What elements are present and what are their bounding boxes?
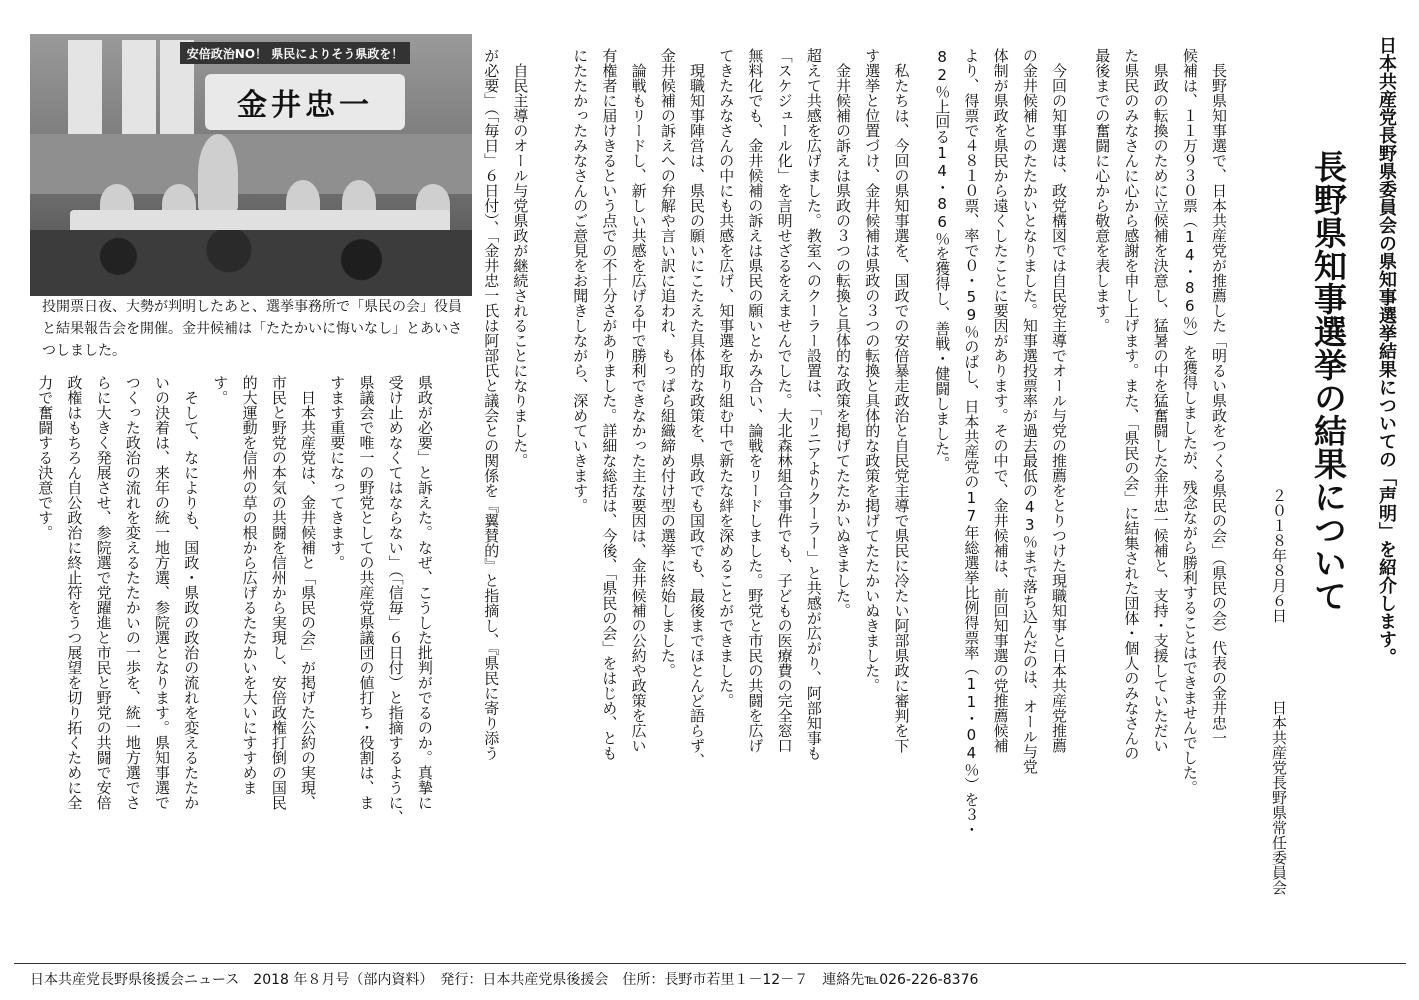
body-line: 82％上回る14・86％を獲得し、善戦・健闘しました。: [933, 48, 952, 471]
body-line: 今回の知事選は、政党構図では自民党主導でオール与党の推薦をとりつけた現職知事と日本共産党推薦: [1050, 48, 1069, 753]
photo-banner: 安倍政治NO！ 県民によりそう県政を！: [180, 42, 410, 64]
body-line: 受け止めなくてはならない」（「信毎」６日付）と指摘するように、: [386, 375, 405, 825]
candidate-sign: 金井忠一: [205, 74, 405, 130]
body-line: 超えて共感を広げました。教室へのクーラー設置は、「リニアよりクーラー」と共感が広がり、阿部知事も: [804, 48, 823, 761]
body-line: す。: [211, 375, 230, 405]
body-line: つくった政治の流れを変えるたたかいの一歩を、統一地方選でさ: [123, 375, 142, 810]
body-line: 力で奮闘する決意です。: [36, 375, 55, 540]
body-line: 県議会で唯一の野党としての共産党県議団の値打ち・役割は、ま: [357, 375, 376, 810]
body-line: が必要」（「毎日」６日付）、「金井忠一氏は阿部氏と議会との関係を『翼賛的』と指摘し、『県民に寄り添う: [482, 48, 501, 761]
body-line: 金井候補の訴えへの弁解や言い訳に追われ、もっぱら組織締め付け型の選挙に終始しました。: [658, 48, 677, 678]
body-column-2: [927, 48, 1073, 948]
photo-wall: [30, 134, 472, 194]
body-line: の金井候補とのたたかいとなりました。知事選投票率が過去最低の43％まで落ち込んだのは、オール与党: [1020, 48, 1039, 774]
body-line: 的大運動を信州の草の根から広げるたたかいを大いにすすめま: [240, 375, 259, 795]
photo-caption: 投開票日夜、大勢が判明したあと、選挙事務所で「県民の会」役員と結果報告会を開催。金井候補は「たたかいに悔いなし」とあいさつしました。: [42, 299, 462, 359]
body-column-4: [476, 48, 534, 761]
body-line: そして、なによりも、国政・県政の政治の流れを変えるたたか: [182, 375, 201, 810]
body-column-5: [30, 375, 439, 945]
body-line: 私たちは、今回の県知事選を、国政での安倍暴走政治と自民党主導で県民に冷たい阿部県政に審判を下: [892, 48, 911, 753]
statement-signer: 日本共産党長野県常任委員会: [1270, 700, 1288, 895]
body-line: いの決着は、来年の統一地方選、参院選となります。県知事選で: [153, 375, 172, 810]
audience: [30, 230, 472, 296]
body-line: 長野県知事選で、日本共産党が推薦した「明るい県政をつくる県民の会」（県民の会）代表の金井忠一: [1210, 48, 1229, 746]
body-line: らに大きく発展させ、参院選で党躍進と市民と野党の共闘で安倍: [94, 375, 113, 810]
body-line: 候補は、１１万９３０票（14・86％）を獲得しましたが、残念ながら勝利することはできませんでした。: [1180, 48, 1199, 795]
body-line: 市民と野党の本気の共闘を信州から実現し、安倍政権打倒の国民: [269, 375, 288, 810]
body-line: 金井候補の訴えは県政の３つの転換と具体的な政策を掲げてたたかいぬきました。: [834, 48, 853, 618]
body-column-3: [565, 48, 915, 948]
campaign-poster: [68, 40, 102, 134]
speaker-figure: [198, 134, 238, 214]
intro-heading: 日本共産党長野県委員会の県知事選挙結果についての「声明」を紹介します。: [1376, 36, 1397, 666]
campaign-poster: [122, 40, 156, 134]
body-line: にたたかったみなさんのご意見をお聞きしながら、深めていきます。: [571, 48, 590, 513]
body-line: た県民のみなさんに心から感謝を申し上げます。また、「県民の会」に結集された団体・個人のみなさんの: [1122, 48, 1141, 761]
body-line: 政権はもちろん自公政治に終止符をうつ展望を切り拓くために全: [65, 375, 84, 810]
body-line: 無料化でも、金井候補の訴えは県民の願いとかみ合い、論戦をリードしました。野党と市民の共闘を広げ: [746, 48, 765, 753]
body-line: 有権者に届けきるという点での不十分さがありました。詳細な総括は、今後、「県民の会」をはじめ、とも: [600, 48, 619, 761]
body-line: 自民主導のオール与党県政が継続されることになりました。: [511, 48, 530, 468]
document-title: 長野県知事選挙の結果について: [1309, 150, 1348, 612]
body-line: 県政が必要」と訴えた。なぜ、こうした批判がでるのか。真摯に: [415, 375, 434, 810]
footer-text: 日本共産党長野県後援会ニュース 2018 年８月号（部内資料） 発行：日本共産党県後援会 住所：長野市若里１－12－７ 連絡先℡026-226-8376: [30, 972, 979, 988]
body-line: 体制が県政を県民から遠くしたことに要因があります。その中で、金井候補は、前回知事選の党推薦候補: [991, 48, 1010, 753]
body-line: 日本共産党は、金井候補と「県民の会」が掲げた公約の実現、: [299, 375, 318, 810]
body-line: 最後までの奮闘に心から敬意を表します。: [1093, 48, 1112, 333]
body-line: すます重要になってきます。: [328, 375, 347, 570]
body-line: 現職知事陣営は、県民の願いにこたえた具体的な政策を、県政でも国政でも、最後までほとんど語らず、: [688, 48, 707, 768]
footer-divider: [14, 963, 1406, 964]
body-column-1: [1087, 48, 1233, 948]
body-line: より、得票で４８１０票、率で０・59％のばし、日本共産党の17年総選挙比例得票率（11・04％）を３・: [962, 48, 981, 837]
body-line: 論戦もリードし、新しい共感を広げる中で勝利できなかった主な要因は、金井候補の公約や政策を広い: [629, 48, 648, 753]
body-line: てきたみなさんの中にも共感を広げ、知事選を取り組む中で新たな絆を深めることができました。: [717, 48, 736, 708]
body-line: 県政の転換のために立候補を決意し、猛暑の中を猛奮闘した金井忠一候補と、支持・支援していただい: [1151, 48, 1170, 753]
body-line: 「スケジュール化」を言明せざるをえませんでした。大北森林組合事件でも、子どもの医療費の完全窓口: [775, 48, 794, 753]
body-line: す選挙と位置づけ、金井候補は県政の３つの転換と具体的な政策を掲げてたたかいぬきました。: [863, 48, 882, 693]
event-photo: [30, 34, 472, 296]
statement-date: ２０１８年８月６日: [1270, 488, 1288, 623]
